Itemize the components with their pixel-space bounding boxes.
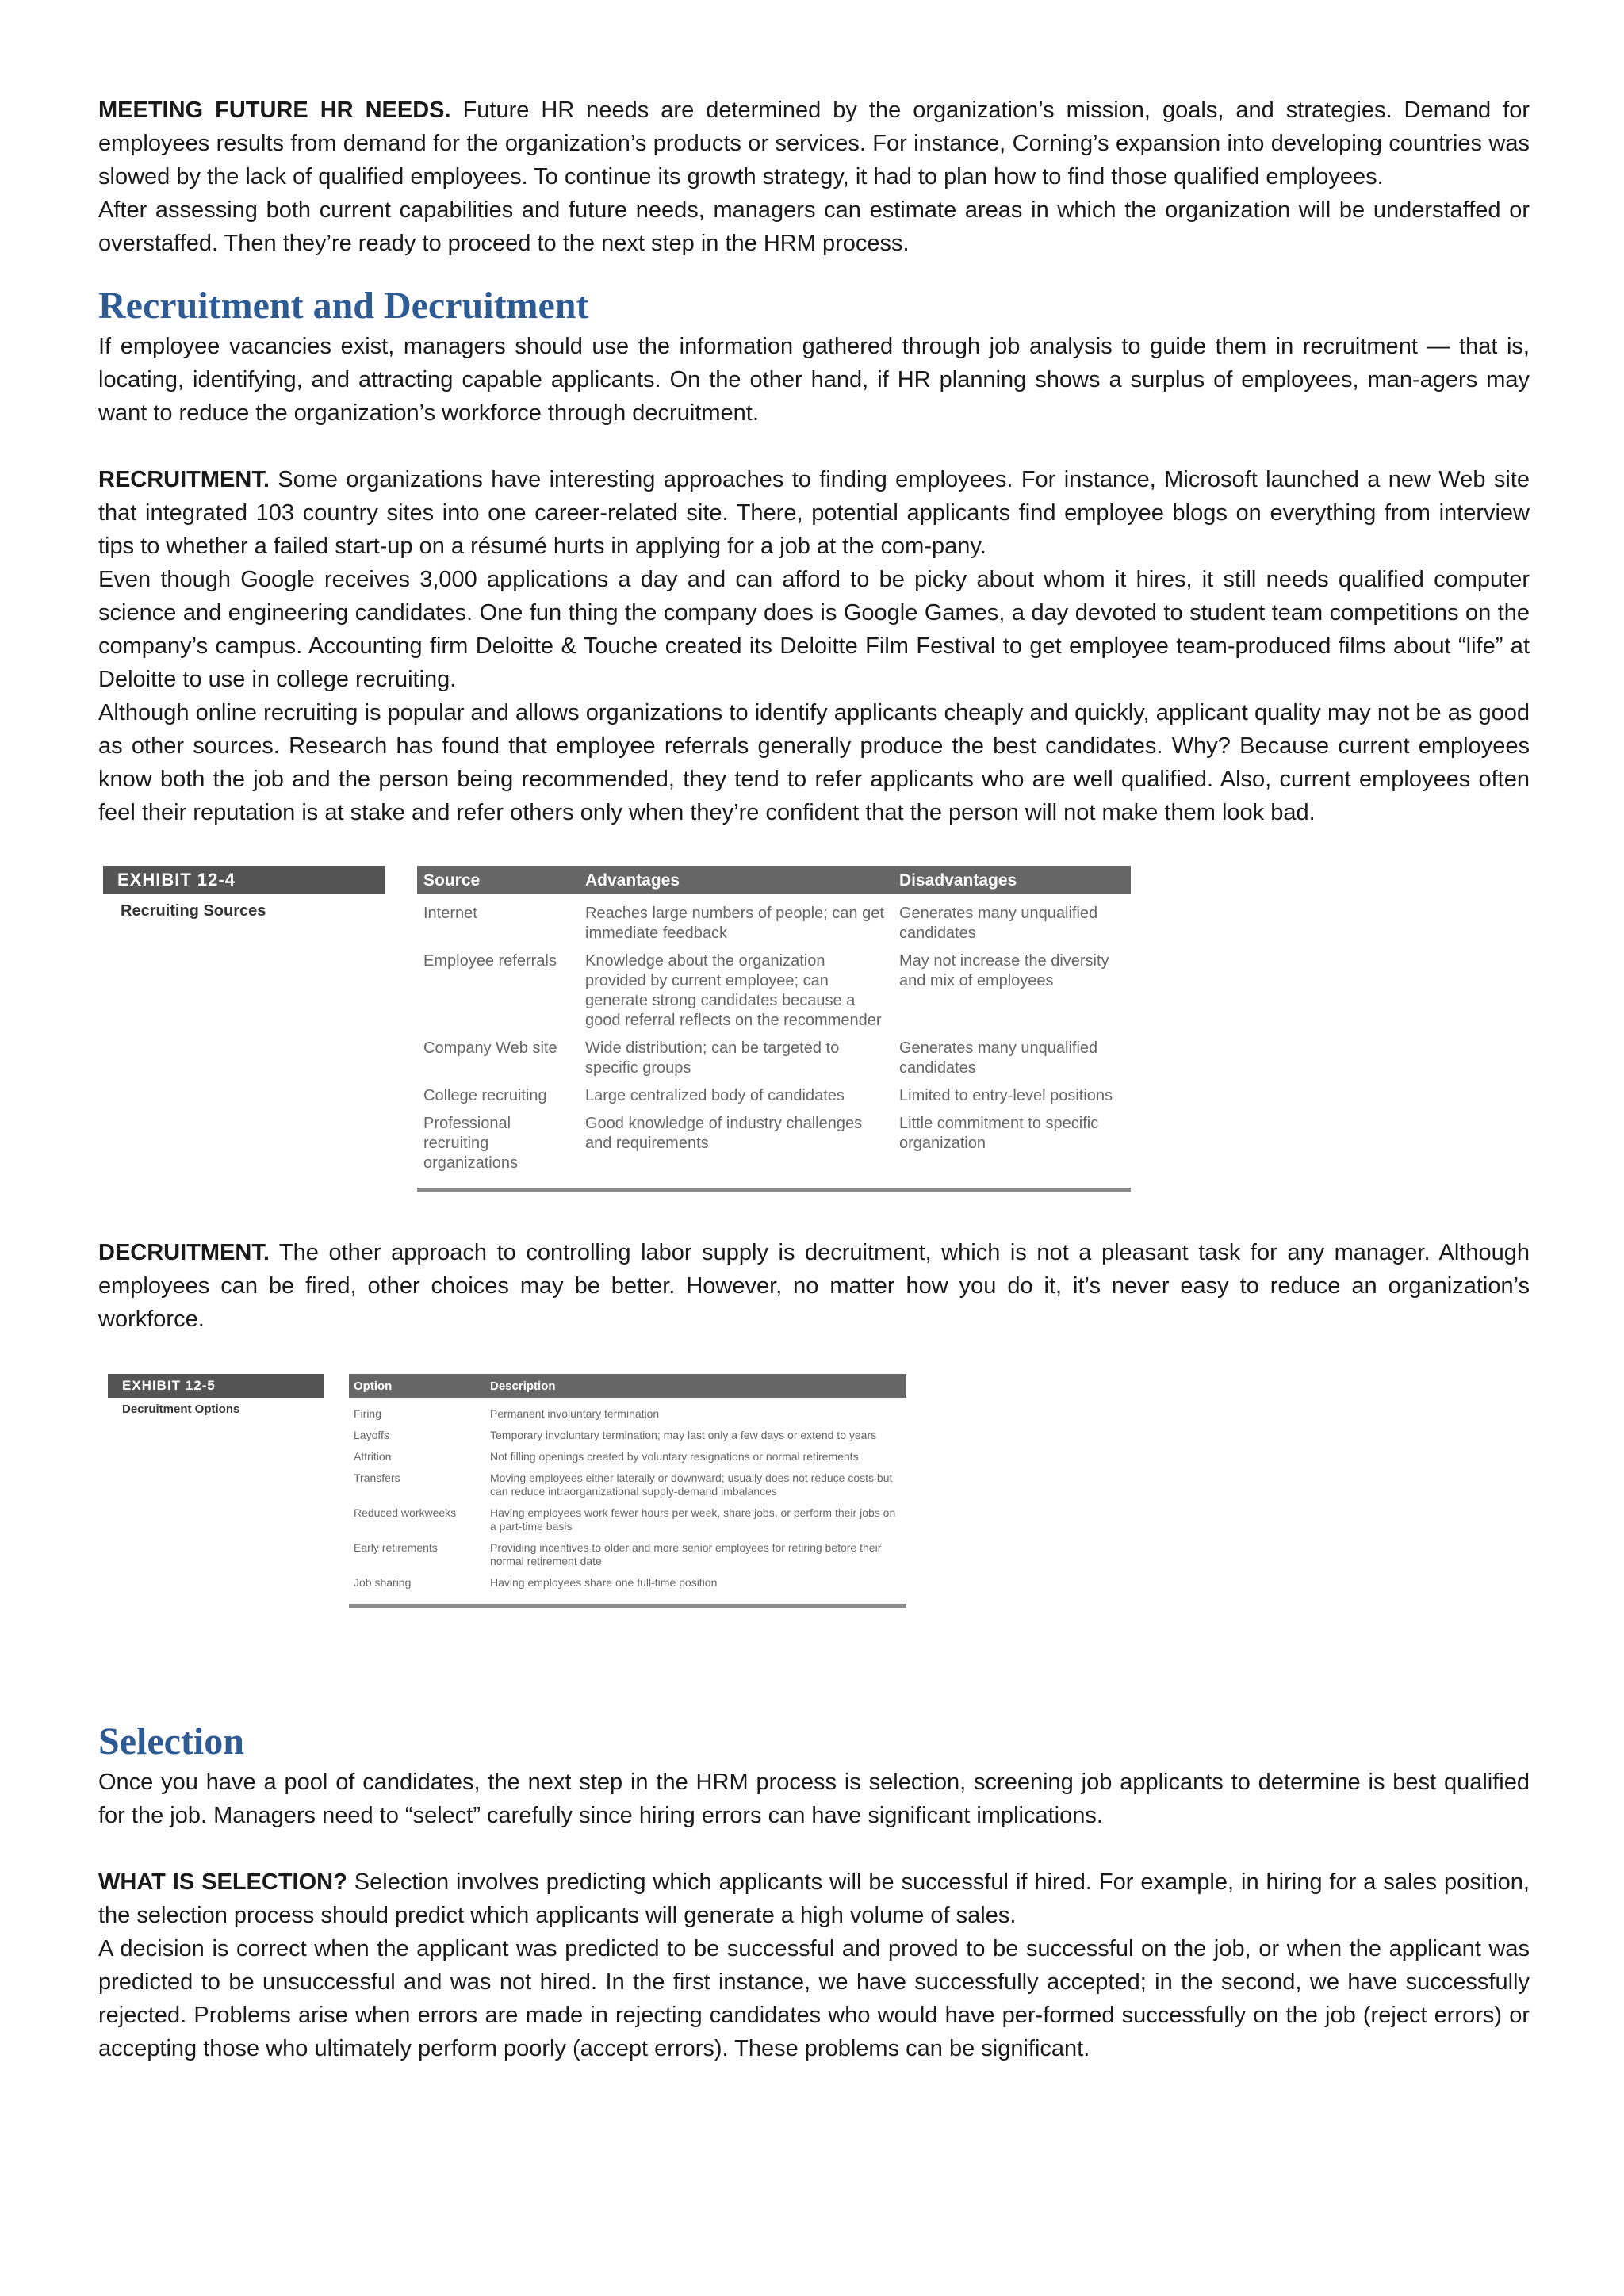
column-header: Source <box>417 866 579 894</box>
table-cell: Layoffs <box>354 1429 389 1441</box>
table-cell: Transfers <box>354 1471 400 1484</box>
what-is-selection-paragraph <box>98 1866 1530 1932</box>
table-row <box>417 1082 1131 1110</box>
table-row <box>349 1398 906 1425</box>
table-cell: Moving employees either laterally or downward; usually does not reduce costs but can reduce intraorganizational supply-demand imbalances <box>490 1471 893 1498</box>
table-row <box>349 1446 906 1468</box>
table-cell: Company Web site <box>423 1039 557 1057</box>
table-cell: Good knowledge of industry challenges and requirements <box>585 1115 863 1152</box>
paragraph-text: The other approach to controlling labor supply is decruitment, which is not a pleasant task for any manager. Although employees can be fired, other choices may be better. However, no matter how you do it, it’s never easy to reduce an organization’s workforce. <box>98 1240 1530 1332</box>
table-header-row <box>417 866 1131 894</box>
exhibit-title: Recruiting Sources <box>121 902 266 920</box>
table-row <box>417 1110 1131 1190</box>
table-cell: Early retirements <box>354 1541 438 1554</box>
assessing-paragraph: After assessing both current capabilities and future needs, managers can estimate areas in which the organization will be understaffed or overstaffed. Then they’re ready to proceed to the next step in the HRM process. <box>98 197 1530 256</box>
paragraph-lead: WHAT IS SELECTION? <box>98 1869 347 1895</box>
table-cell: Having employees work fewer hours per week, share jobs, or perform their jobs on a part-time basis <box>490 1506 896 1533</box>
paragraph-lead: DECRUITMENT. <box>98 1240 270 1265</box>
meeting-future-hr-needs-paragraph <box>98 94 1530 193</box>
table-cell: Attrition <box>354 1450 392 1463</box>
table-cell: Reduced workweeks <box>354 1506 457 1519</box>
decision-paragraph: A decision is correct when the applicant was predicted to be successful and proved to be successful on the job, or when the applicant was predicted to be unsuccessful and was not hired. In the first instance, we have successfully accepted; in the second, we have successfully rejected. Problems arise when errors are made in rejecting candidates who would have per-formed successfully on the job (reject errors) or accepting those who ultimately perform poorly (accept errors). These problems can be significant. <box>98 1936 1530 2061</box>
exhibit-12-5 <box>108 1374 1530 1677</box>
column-header: Description <box>485 1374 906 1398</box>
table-cell: Little commitment to specific organization <box>899 1115 1099 1152</box>
online-recruiting-paragraph: Although online recruiting is popular and allows organizations to identify applicants cheaply and quickly, applicant quality may not be as good as other sources. Research has found that employee referrals generally produce the best candidates. Why? Because current employees know both the job and the person being recommended, they tend to refer applicants who are well qualified. Also, current employees often feel their reputation is at stake and refer others only when they’re confident that the person will not make them look bad. <box>98 700 1530 825</box>
table-cell: Permanent involuntary termination <box>490 1407 660 1420</box>
table-cell: Employee referrals <box>423 952 557 970</box>
table-row <box>349 1468 906 1502</box>
table-row <box>417 894 1131 947</box>
table-header-row <box>349 1374 906 1398</box>
recruitment-paragraph <box>98 463 1530 563</box>
column-header: Disadvantages <box>893 866 1131 894</box>
exhibit-12-4 <box>103 866 1530 1203</box>
table-row <box>417 947 1131 1035</box>
paragraph-text: Future HR needs are determined by the organization’s mission, goals, and strategies. Demand for employees results from demand for the organization’s products or services. For instance, Corning’s expansion into developing countries was slowed by the lack of qualified employees. To continue its growth strategy, it had to plan how to find those qualified employees. <box>98 98 1530 189</box>
table-cell: Having employees share one full-time position <box>490 1576 718 1589</box>
decruitment-options-table <box>349 1374 906 1608</box>
table-cell: Large centralized body of candidates <box>585 1087 845 1104</box>
paragraph-text: Selection involves predicting which applicants will be successful if hired. For example, in hiring for a sales position, the selection process should predict which applicants will generate a high volume of sales. <box>98 1869 1530 1928</box>
exhibit-number: EXHIBIT 12-5 <box>108 1374 324 1398</box>
table-cell: Wide distribution; can be targeted to specific groups <box>585 1039 840 1077</box>
column-header: Option <box>349 1374 485 1398</box>
exhibit-label-block <box>103 866 385 920</box>
table-cell: Providing incentives to older and more senior employees for retiring before their normal retirement date <box>490 1541 882 1567</box>
table-cell: Temporary involuntary termination; may last only a few days or extend to years <box>490 1429 877 1441</box>
table-cell: College recruiting <box>423 1087 547 1104</box>
table-cell: Generates many unqualified candidates <box>899 905 1098 942</box>
table-cell: Professional recruiting organizations <box>423 1115 518 1172</box>
table-cell: Reaches large numbers of people; can get immediate feedback <box>585 905 884 942</box>
table-cell: Job sharing <box>354 1576 412 1589</box>
exhibit-title: Decruitment Options <box>122 1402 240 1416</box>
table-cell: Not filling openings created by voluntary resignations or normal retirements <box>490 1450 859 1463</box>
table-cell: Internet <box>423 905 477 922</box>
recruitment-decruitment-heading: Recruitment and Decruitment <box>98 285 589 327</box>
paragraph-lead: RECRUITMENT. <box>98 467 270 492</box>
exhibit-number: EXHIBIT 12-4 <box>103 866 385 894</box>
recruiting-sources-table <box>417 866 1131 1192</box>
recruitment-decruitment-intro: If employee vacancies exist, managers should use the information gathered through job analysis to guide them in recruitment — that is, locating, identifying, and attracting capable applicants. On the other hand, if HR planning shows a surplus of employees, man-agers may want to reduce the organization’s workforce through decruitment. <box>98 334 1530 426</box>
table-cell: Firing <box>354 1407 382 1420</box>
table-row <box>349 1572 906 1606</box>
paragraph-lead: MEETING FUTURE HR NEEDS. <box>98 98 451 123</box>
selection-intro: Once you have a pool of candidates, the next step in the HRM process is selection, screening job applicants to determine is best qualified for the job. Managers need to “select” carefully since hiring errors can have significant implications. <box>98 1770 1530 1828</box>
table-row <box>349 1425 906 1446</box>
table-cell: Generates many unqualified candidates <box>899 1039 1098 1077</box>
table-cell: Limited to entry-level positions <box>899 1087 1113 1104</box>
table-row <box>349 1502 906 1537</box>
selection-heading: Selection <box>98 1720 244 1762</box>
table-row <box>417 1035 1131 1082</box>
decruitment-paragraph <box>98 1236 1530 1336</box>
table-cell: May not increase the diversity and mix of employees <box>899 952 1109 989</box>
google-paragraph: Even though Google receives 3,000 applications a day and can afford to be picky about whom it hires, it still needs qualified computer science and engineering candidates. One fun thing the company does is Google Games, a day devoted to student team competitions on the company’s campus. Accounting firm Deloitte & Touche created its Deloitte Film Festival to get employee team-produced films about “life” at Deloitte to use in college recruiting. <box>98 567 1530 692</box>
column-header: Advantages <box>579 866 893 894</box>
table-row <box>349 1537 906 1572</box>
document-page <box>98 94 1530 2065</box>
paragraph-text: Some organizations have interesting approaches to finding employees. For instance, Microsoft launched a new Web site that integrated 103 country sites into one career-related site. There, potential applicants find employee blogs on everything from interview tips to whether a failed start-up on a résumé hurts in applying for a job at the com-pany. <box>98 467 1530 559</box>
table-cell: Knowledge about the organization provided by current employee; can generate strong candidates because a good referral reflects on the recommender <box>585 952 882 1029</box>
exhibit-label-block <box>108 1374 324 1416</box>
